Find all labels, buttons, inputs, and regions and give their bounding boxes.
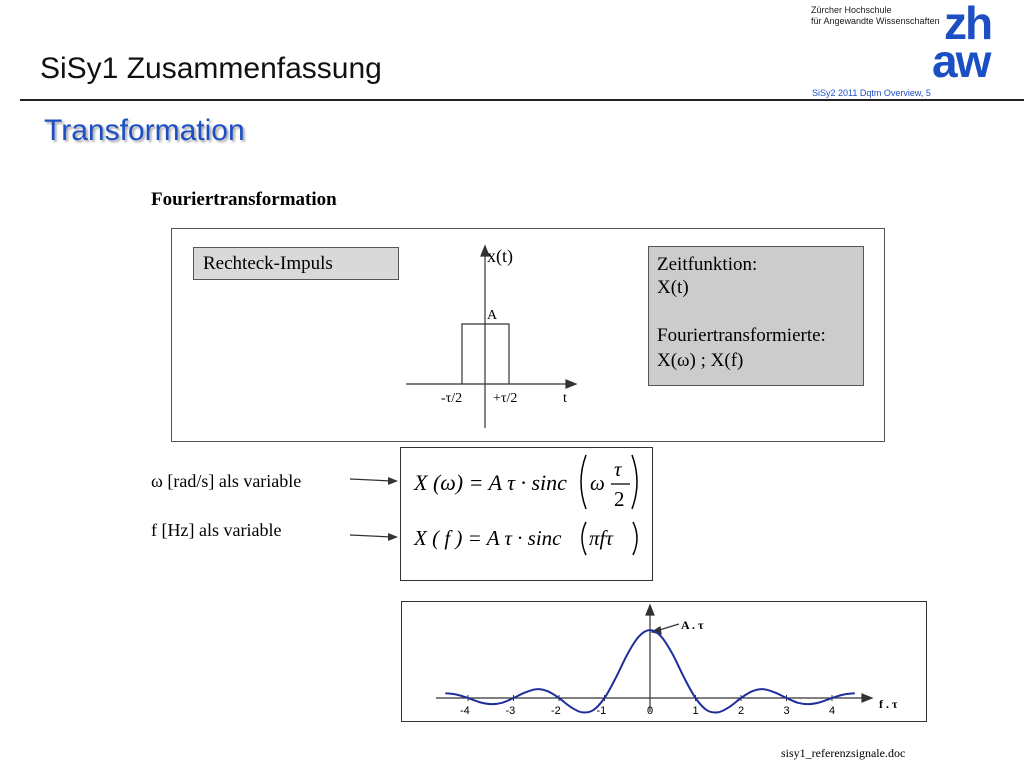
zeit-line-3: Fouriertransformierte: <box>657 325 826 346</box>
zeit-line-1: Zeitfunktion: <box>657 254 758 275</box>
slide-subtitle: Transformation <box>44 114 245 147</box>
document-file-reference: sisy1_referenzsignale.doc <box>781 746 906 760</box>
sinc-x-label: f . τ <box>879 697 898 711</box>
eq1-arg: ω <box>590 471 605 495</box>
sinc-tick-label: 2 <box>738 705 745 717</box>
sinc-tick-label: -1 <box>596 705 607 717</box>
sinc-y-arrow <box>646 605 654 615</box>
sinc-tick-label: 3 <box>783 705 790 717</box>
pulse-amplitude-label: A <box>487 308 498 323</box>
sinc-peak-label: A . τ <box>681 618 704 632</box>
zeit-line-4: X(ω) ; X(f) <box>657 350 744 371</box>
sinc-tick-label: -3 <box>505 705 516 717</box>
eq1-numerator: τ <box>614 457 622 481</box>
sinc-tick-label: 0 <box>647 705 654 717</box>
zeit-line-2: X(t) <box>657 277 689 298</box>
eq1-denominator: 2 <box>614 487 625 511</box>
pulse-y-label: x(t) <box>487 246 513 266</box>
eq1-lhs: X (ω) = A τ · sinc <box>414 470 567 495</box>
sinc-tick-label: -4 <box>460 705 470 717</box>
slide-reference: SiSy2 2011 Dqtm Overview, 5 <box>812 88 931 98</box>
eq2-lhs: X ( f ) = A τ · sinc <box>414 526 562 550</box>
pulse-x-label: t <box>563 391 567 406</box>
sinc-x-arrow <box>862 694 872 702</box>
institution-name-line2: für Angewandte Wissenschaften <box>811 16 940 26</box>
eq2-arg: πfτ <box>589 526 613 550</box>
doc-heading: Fouriertransformation <box>151 189 337 210</box>
rect-label: Rechteck-Impuls <box>203 253 333 274</box>
sinc-tick-label: -2 <box>551 705 561 717</box>
omega-variable-label: ω [rad/s] als variable <box>151 471 302 491</box>
f-variable-label: f [Hz] als variable <box>151 520 282 540</box>
pulse-left-edge-label: -τ/2 <box>441 391 463 406</box>
zhaw-logo-bottom: aw <box>932 35 990 87</box>
zhaw-logo-top: zh <box>944 0 992 49</box>
slide-title: SiSy1 Zusammenfassung <box>40 52 382 85</box>
sinc-tick-label: 1 <box>692 705 699 717</box>
sinc-tick-label: 4 <box>829 705 836 717</box>
pulse-right-edge-label: +τ/2 <box>493 391 518 406</box>
institution-name-line1: Zürcher Hochschule <box>811 5 892 15</box>
